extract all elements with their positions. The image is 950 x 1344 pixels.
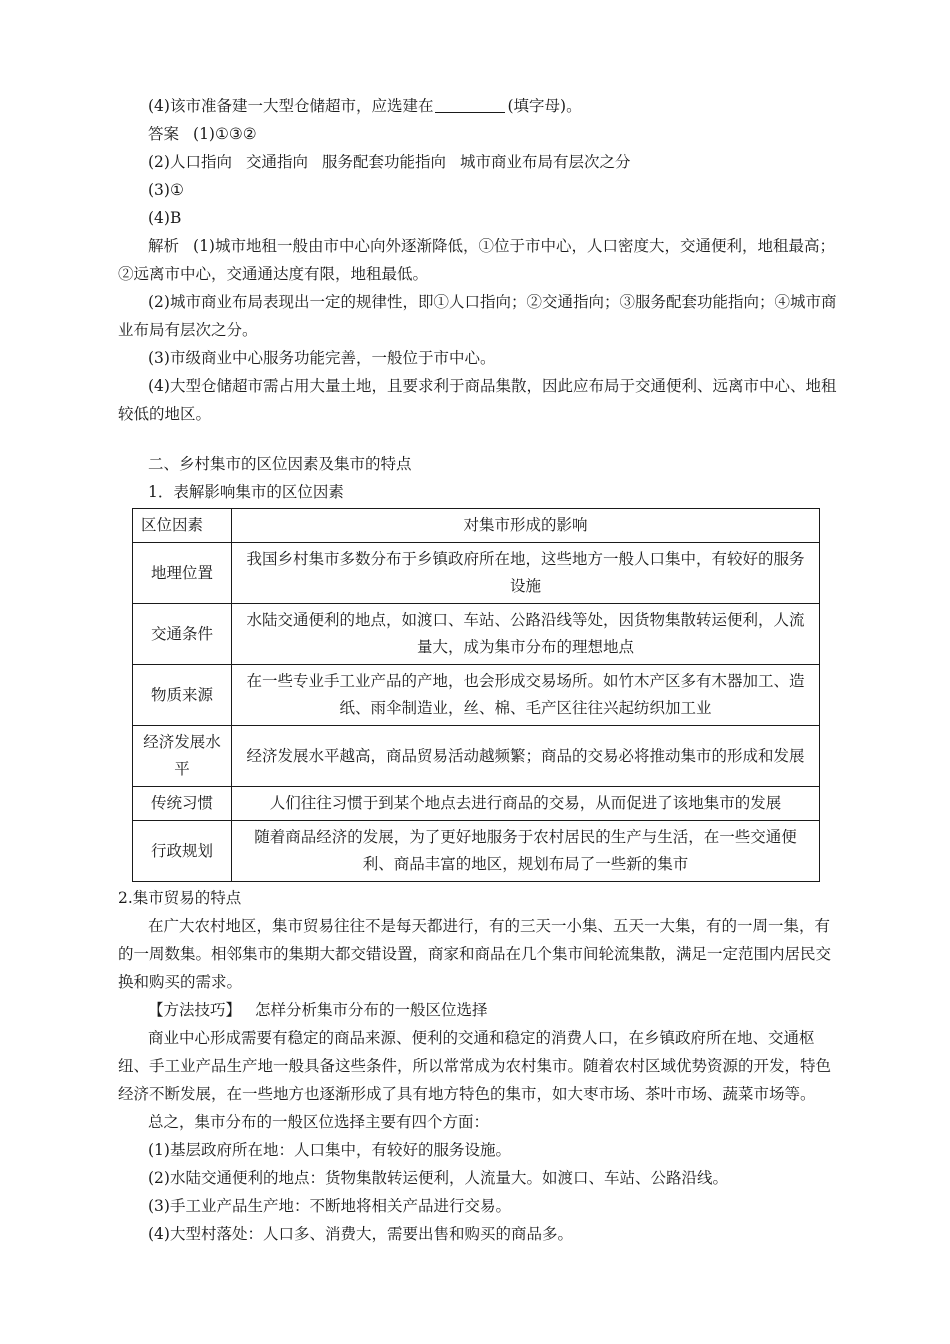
document-body: [118, 92, 838, 1248]
answer-2-part-3: 服务配套功能指向: [321, 153, 446, 171]
table-row: [133, 543, 820, 604]
method-item: (3)手工业产品生产地：不断地将相关产品进行交易。: [148, 1197, 511, 1215]
section-2-subtitle-2: 2.集市贸易的特点: [118, 889, 242, 907]
table-cell-effect: 水陆交通便利的地点，如渡口、车站、公路沿线等处，因货物集散转运便利，人流量大，成为集市分布的理想地点: [232, 604, 820, 665]
table-header-row: [133, 509, 820, 543]
analysis-2: (2)城市商业布局表现出一定的规律性，即①人口指向；②交通指向；③服务配套功能指向；④城市商业布局有层次之分。: [118, 293, 837, 339]
table-cell-factor: 行政规划: [133, 821, 232, 882]
table-cell-effect: 在一些专业手工业产品的产地，也会形成交易场所。如竹木产区多有木器加工、造纸、雨伞制造业，丝、棉、毛产区往往兴起纺织加工业: [232, 665, 820, 726]
answer-line-1: [118, 120, 838, 148]
section-2-subtitle-1: 1．表解影响集市的区位因素: [148, 483, 344, 501]
answer-1: (1)①③②: [193, 125, 257, 143]
table-row: [133, 604, 820, 665]
trade-characteristics-text: 在广大农村地区，集市贸易往往不是每天都进行，有的三天一小集、五天一大集，有的一周一集，有的一周数集。相邻集市的集期大都交错设置，商家和商品在几个集市间轮流集散，满足一定范围内居民交换和购买的需求。: [118, 917, 832, 991]
table-cell-factor: 交通条件: [133, 604, 232, 665]
analysis-3: (3)市级商业中心服务功能完善，一般位于市中心。: [148, 349, 496, 367]
method-title: 怎样分析集市分布的一般区位选择: [255, 1001, 488, 1019]
analysis-1: [118, 232, 838, 288]
table-cell-factor: 经济发展水平: [133, 726, 232, 787]
answer-4: (4)B: [148, 209, 182, 227]
table-header-factor: 区位因素: [133, 509, 232, 543]
method-heading: [118, 996, 838, 1024]
table-row: [133, 726, 820, 787]
table-row: [133, 787, 820, 821]
table-cell-effect: 我国乡村集市多数分布于乡镇政府所在地，这些地方一般人口集中，有较好的服务设施: [232, 543, 820, 604]
table-cell-factor: 物质来源: [133, 665, 232, 726]
question-4-suffix: (填字母)。: [507, 97, 582, 115]
answer-2-part-4: 城市商业布局有层次之分: [460, 153, 631, 171]
table-row: [133, 665, 820, 726]
table-header-effect: 对集市形成的影响: [232, 509, 820, 543]
location-factors-table: [132, 508, 820, 882]
answer-2-part-2: 交通指向: [245, 153, 308, 171]
method-paragraph: 商业中心形成需要有稳定的商品来源、便利的交通和稳定的消费人口，在乡镇政府所在地、交通枢纽、手工业产品生产地一般具备这些条件，所以常常成为农村集市。随着农村区域优势资源的开发，特色经济不断发展，在一些地方也逐渐形成了具有地方特色的集市，如大枣市场、茶叶市场、蔬菜市场等。: [118, 1029, 832, 1103]
method-item: (1)基层政府所在地：人口集中，有较好的服务设施。: [148, 1141, 511, 1159]
question-4-text: (4)该市准备建一大型仓储超市，应选建在: [148, 97, 434, 115]
answer-2-part-1: (2)人口指向: [148, 153, 232, 171]
question-4: [118, 92, 838, 120]
table-cell-effect: 经济发展水平越高，商品贸易活动越频繁；商品的交易必将推动集市的形成和发展: [232, 726, 820, 787]
answer-blank: [435, 96, 505, 113]
answer-label: 答案: [148, 125, 180, 143]
analysis-4: (4)大型仓储超市需占用大量土地，且要求利于商品集散，因此应布局于交通便利、远离市中心、地租较低的地区。: [118, 377, 837, 423]
answer-3: (3)①: [148, 181, 184, 199]
analysis-1-text: (1)城市地租一般由市中心向外逐渐降低，①位于市中心，人口密度大，交通便利，地租最高；②远离市中心，交通通达度有限，地租最低。: [118, 237, 835, 283]
table-row: [133, 821, 820, 882]
table-cell-factor: 地理位置: [133, 543, 232, 604]
method-summary: 总之，集市分布的一般区位选择主要有四个方面：: [148, 1113, 490, 1131]
analysis-label: 解析: [148, 237, 180, 255]
table-cell-effect: 人们往往习惯于到某个地点去进行商品的交易，从而促进了该地集市的发展: [232, 787, 820, 821]
method-tag: 【方法技巧】: [148, 1001, 242, 1019]
section-2-title: 二、乡村集市的区位因素及集市的特点: [148, 455, 412, 473]
answer-line-2: [118, 148, 838, 176]
method-item: (4)大型村落处：人口多、消费大，需要出售和购买的商品多。: [148, 1225, 573, 1243]
table-cell-effect: 随着商品经济的发展，为了更好地服务于农村居民的生产与生活，在一些交通便利、商品丰富的地区，规划布局了一些新的集市: [232, 821, 820, 882]
table-cell-factor: 传统习惯: [133, 787, 232, 821]
method-item: (2)水陆交通便利的地点：货物集散转运便利，人流量大。如渡口、车站、公路沿线。: [148, 1169, 728, 1187]
